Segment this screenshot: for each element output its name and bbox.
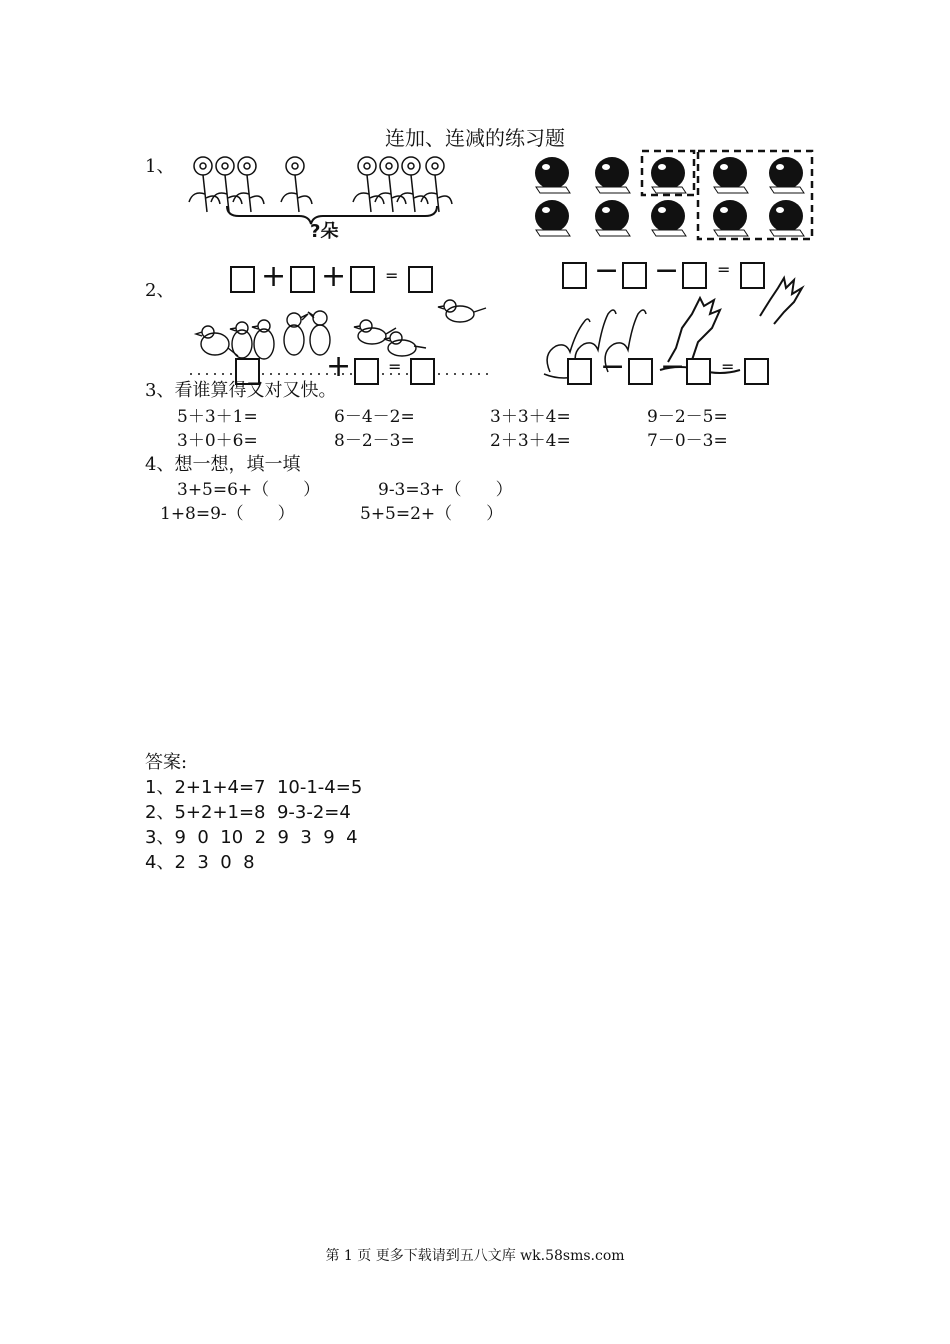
answer-box[interactable] bbox=[628, 358, 653, 385]
question-3-heading: 3、看谁算得又对又快。 bbox=[145, 380, 337, 401]
balls-illustration bbox=[530, 148, 820, 243]
q3-item: 7－0－3= bbox=[647, 431, 728, 451]
q3-item: 5＋3＋1= bbox=[177, 407, 258, 427]
question-1-number: 1、 bbox=[145, 156, 175, 177]
answer-box[interactable] bbox=[350, 266, 375, 293]
q3-item: 2＋3＋4= bbox=[490, 431, 571, 451]
minus-sign: − bbox=[654, 253, 680, 288]
page-footer: 第 1 页 更多下载请到五八文库 wk.58sms.com bbox=[325, 1248, 625, 1264]
q4-item: 1+8=9-（ ） bbox=[160, 504, 295, 524]
answer-line: 4、2 3 0 8 bbox=[145, 852, 255, 873]
answer-box[interactable] bbox=[410, 358, 435, 385]
equals-sign: = bbox=[385, 266, 399, 285]
flowers-illustration bbox=[185, 150, 495, 215]
brace-label: ?朵 bbox=[310, 221, 339, 242]
answer-box[interactable] bbox=[567, 358, 592, 385]
q4-item: 5+5=2+（ ） bbox=[360, 504, 504, 524]
equals-sign: = bbox=[388, 357, 402, 376]
q3-item: 3＋0＋6= bbox=[177, 431, 258, 451]
question-4-heading: 4、想一想，填一填 bbox=[145, 454, 301, 475]
q3-item: 3＋3＋4= bbox=[490, 407, 571, 427]
q4-item: 9-3=3+（ ） bbox=[378, 480, 513, 500]
plus-sign: + bbox=[326, 349, 352, 384]
plus-sign: + bbox=[261, 259, 287, 294]
page-title: 连加、连减的练习题 bbox=[385, 126, 565, 150]
q4-item: 3+5=6+（ ） bbox=[177, 480, 321, 500]
answers-heading: 答案: bbox=[145, 752, 188, 773]
answer-box[interactable] bbox=[686, 358, 711, 385]
q3-item: 9－2－5= bbox=[647, 407, 728, 427]
answer-box[interactable] bbox=[290, 266, 315, 293]
equals-sign: = bbox=[717, 260, 731, 279]
minus-sign: − bbox=[660, 349, 686, 384]
answer-line: 1、2+1+4=7 10-1-4=5 bbox=[145, 777, 363, 798]
plus-sign: + bbox=[321, 259, 347, 294]
answer-box[interactable] bbox=[230, 266, 255, 293]
minus-sign: − bbox=[600, 349, 626, 384]
question-2-number: 2、 bbox=[145, 280, 175, 301]
answer-line: 3、9 0 10 2 9 3 9 4 bbox=[145, 827, 358, 848]
answer-box[interactable] bbox=[408, 266, 433, 293]
q3-item: 8－2－3= bbox=[334, 431, 415, 451]
equals-sign: = bbox=[721, 357, 735, 376]
minus-sign: − bbox=[594, 253, 620, 288]
q3-item: 6－4－2= bbox=[334, 407, 415, 427]
answer-box[interactable] bbox=[354, 358, 379, 385]
answer-line: 2、5+2+1=8 9-3-2=4 bbox=[145, 802, 351, 823]
answer-box[interactable] bbox=[744, 358, 769, 385]
